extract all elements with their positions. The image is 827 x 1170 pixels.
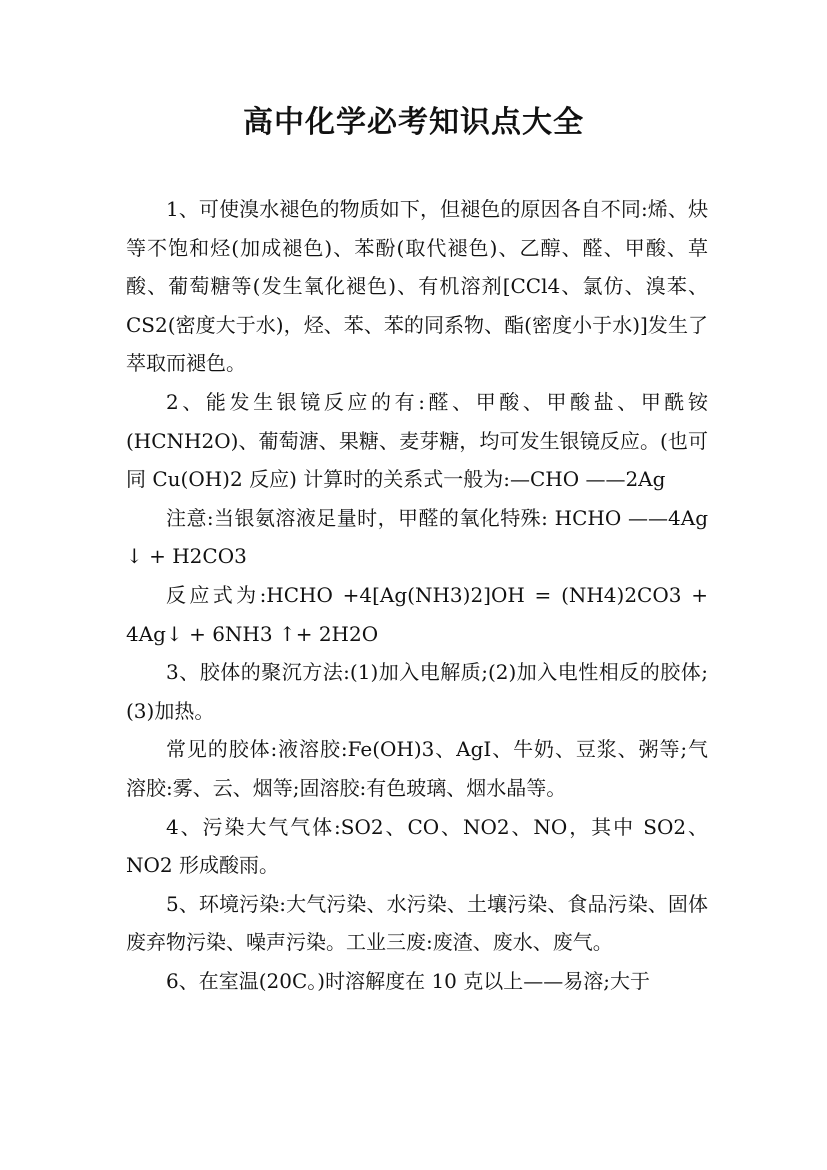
paragraph-3: 注意:当银氨溶液足量时，甲醛的氧化特殊: HCHO ——4Ag ↓ + H2CO3: [126, 505, 708, 569]
paragraph-4: 反应式为:HCHO +4[Ag(NH3)2]OH = (NH4)2CO3 + 4Ag↓ + 6NH3 ↑+ 2H2O: [126, 582, 708, 646]
document-title: 高中化学必考知识点大全: [243, 105, 584, 140]
paragraph-2: 2、能发生银镜反应的有:醛、甲酸、甲酸盐、甲酰铵(HCNH2O)、葡萄溏、果糖、麦芽糖，均可发生银镜反应。(也可同 Cu(OH)2 反应) 计算时的关系式一般为:—CHO ——2Ag: [126, 389, 708, 492]
document-body: [126, 190, 708, 1000]
paragraph-1: 1、可使溴水褪色的物质如下，但褪色的原因各自不同:烯、炔等不饱和烃(加成褪色)、苯酚(取代褪色)、乙醇、醛、甲酸、草酸、葡萄糖等(发生氧化褪色)、有机溶剂[CCl4、氯仿、溴苯、CS2(密度大于水)，烃、苯、苯的同系物、酯(密度小于水)]发生了萃取而褪色。: [126, 197, 708, 376]
paragraph-8: 5、环境污染:大气污染、水污染、土壤污染、食品污染、固体废弃物污染、噪声污染。工业三废:废渣、废水、废气。: [126, 891, 708, 955]
paragraph-6: 常见的胶体:液溶胶:Fe(OH)3、AgI、牛奶、豆浆、粥等;气溶胶:雾、云、烟等;固溶胶:有色玻璃、烟水晶等。: [126, 737, 708, 800]
paragraph-5: 3、胶体的聚沉方法:(1)加入电解质;(2)加入电性相反的胶体;(3)加热。: [126, 660, 708, 723]
paragraph-7: 4、污染大气气体:SO2、CO、NO2、NO，其中 SO2、NO2 形成酸雨。: [126, 814, 708, 878]
paragraph-9: 6、在室温(20C。)时溶解度在 10 克以上——易溶;大于: [166, 968, 650, 993]
